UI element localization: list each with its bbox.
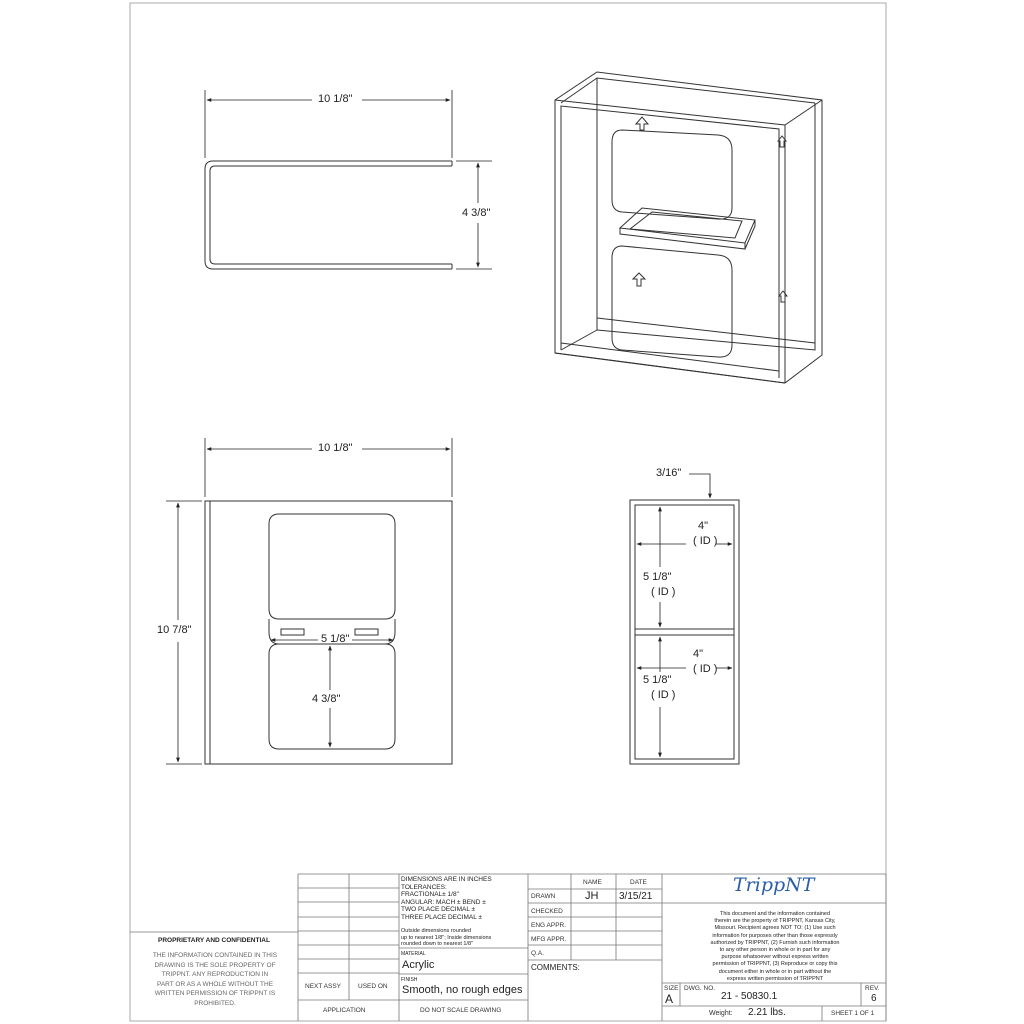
date-header: DATE — [630, 879, 647, 886]
section-height-bottom-dim: 5 1/8" — [643, 674, 672, 686]
proprietary-line: PART OR AS A WHOLE WITHOUT THE — [156, 980, 274, 988]
section-view — [630, 500, 739, 764]
tolerances-label: TOLERANCES: — [401, 883, 447, 891]
dwg-no-value: 21 - 50830.1 — [721, 991, 778, 1002]
rev-value: 6 — [871, 993, 877, 1004]
drawn-date: 3/15/21 — [619, 891, 653, 902]
top-depth-dim: 4 3/8" — [462, 207, 491, 219]
top-view-dimensions — [205, 90, 492, 269]
proprietary-line: DRAWING IS THE SOLE PROPERTY OF — [154, 961, 276, 969]
proprietary-line: TRIPPNT. ANY REPRODUCTION IN — [161, 971, 269, 978]
mfg-appr-label: MFG APPR. — [531, 936, 567, 943]
opening-height-dim: 4 3/8" — [312, 693, 341, 705]
rounding-line: up to nearest 1/8"; Inside dimensions — [401, 934, 492, 941]
drawn-name: JH — [585, 890, 599, 902]
drawn-label: DRAWN — [531, 893, 556, 900]
material-value: Acrylic — [402, 959, 435, 971]
dwg-no-label: DWG. NO. — [684, 985, 716, 992]
rounding-line: Outside dimensions rounded — [401, 928, 472, 934]
name-header: NAME — [583, 879, 602, 886]
section-depth-top-dim: 4" — [698, 520, 709, 532]
proprietary-line: PROHIBITED. — [194, 999, 236, 1007]
notice-line: express written permission of TRIPPNT — [726, 975, 824, 982]
notice-line: purpose whatsoever without express written — [721, 954, 829, 961]
do-not-scale-note: DO NOT SCALE DRAWING — [420, 1007, 502, 1014]
tolerance-three-place: THREE PLACE DECIMAL ± — [401, 913, 482, 921]
section-depth-bottom-id: ( ID ) — [693, 663, 718, 675]
section-height-top-dim: 5 1/8" — [643, 571, 672, 583]
material-label: MATERIAL — [401, 951, 426, 957]
comments-label: COMMENTS: — [531, 963, 580, 972]
checked-label: CHECKED — [531, 908, 563, 915]
section-height-top-id: ( ID ) — [651, 586, 676, 598]
ownership-notice — [690, 911, 860, 983]
notice-line: to any other person in whole or in part for any — [719, 947, 831, 954]
size-value: A — [665, 992, 674, 1006]
next-assy-label: NEXT ASSY — [305, 983, 342, 990]
rounding-note — [401, 928, 491, 948]
application-label: APPLICATION — [323, 1007, 366, 1014]
notice-line: therein are the property of TRIPPNT, Kansas City, — [714, 918, 836, 925]
section-depth-bottom-dim: 4" — [693, 648, 704, 660]
opening-width-dim: 5 1/8" — [321, 633, 350, 645]
top-view — [205, 161, 452, 269]
tolerance-two-place: TWO PLACE DECIMAL ± — [401, 906, 476, 913]
sheet-border — [130, 3, 886, 1021]
tolerance-angular: ANGULAR: MACH ± BEND ± — [401, 898, 486, 906]
notice-line: permission of TRIPPNT, (3) Reproduce or copy this — [712, 961, 838, 968]
rev-label: REV. — [865, 985, 880, 992]
weight-label: Weight: — [709, 1010, 733, 1017]
notice-line: document either in whole or in part without the — [718, 968, 832, 975]
section-depth-top-id: ( ID ) — [693, 535, 718, 547]
finish-value: Smooth, no rough edges — [402, 984, 523, 996]
notice-line: Missouri. Recipient agrees NOT TO: (1) Use such — [714, 925, 836, 932]
tolerances-heading: DIMENSIONS ARE IN INCHES — [401, 876, 492, 883]
section-view-dimensions — [637, 474, 732, 757]
proprietary-title: PROPRIETARY AND CONFIDENTIAL — [158, 937, 270, 944]
front-width-dim: 10 1/8" — [318, 442, 353, 454]
size-label: SIZE — [664, 985, 679, 992]
proprietary-line: WRITTEN PERMISSION OF TRIPPNT IS — [154, 990, 276, 997]
used-on-label: USED ON — [358, 983, 388, 990]
notice-line: authorized by TRIPPNT, (2) Furnish such information — [710, 939, 840, 946]
finish-label: FINISH — [401, 977, 418, 983]
rounding-line: rounded down to nearest 1/8" — [401, 941, 473, 947]
front-height-dim: 10 7/8" — [157, 624, 192, 636]
wall-thickness-dim: 3/16" — [656, 467, 682, 479]
qa-label: Q.A. — [531, 950, 545, 957]
isometric-view — [555, 72, 822, 383]
section-height-bottom-id: ( ID ) — [651, 689, 676, 701]
eng-appr-label: ENG APPR. — [531, 922, 567, 929]
top-width-dim: 10 1/8" — [318, 93, 353, 105]
weight-value: 2.21 lbs. — [748, 1007, 786, 1018]
sheet-count: SHEET 1 OF 1 — [831, 1010, 875, 1017]
tolerance-fractional: FRACTIONAL± 1/8" — [401, 891, 459, 898]
trippnt-logo: TrippNT — [733, 874, 815, 896]
notice-line: information for purposes other than those expressly — [712, 932, 838, 939]
tolerances-block — [401, 876, 492, 921]
front-view-dimensions — [166, 438, 452, 764]
notice-line: This document and the information contained — [719, 911, 831, 917]
proprietary-body — [140, 951, 290, 1008]
proprietary-line: THE INFORMATION CONTAINED IN THIS — [152, 952, 278, 959]
